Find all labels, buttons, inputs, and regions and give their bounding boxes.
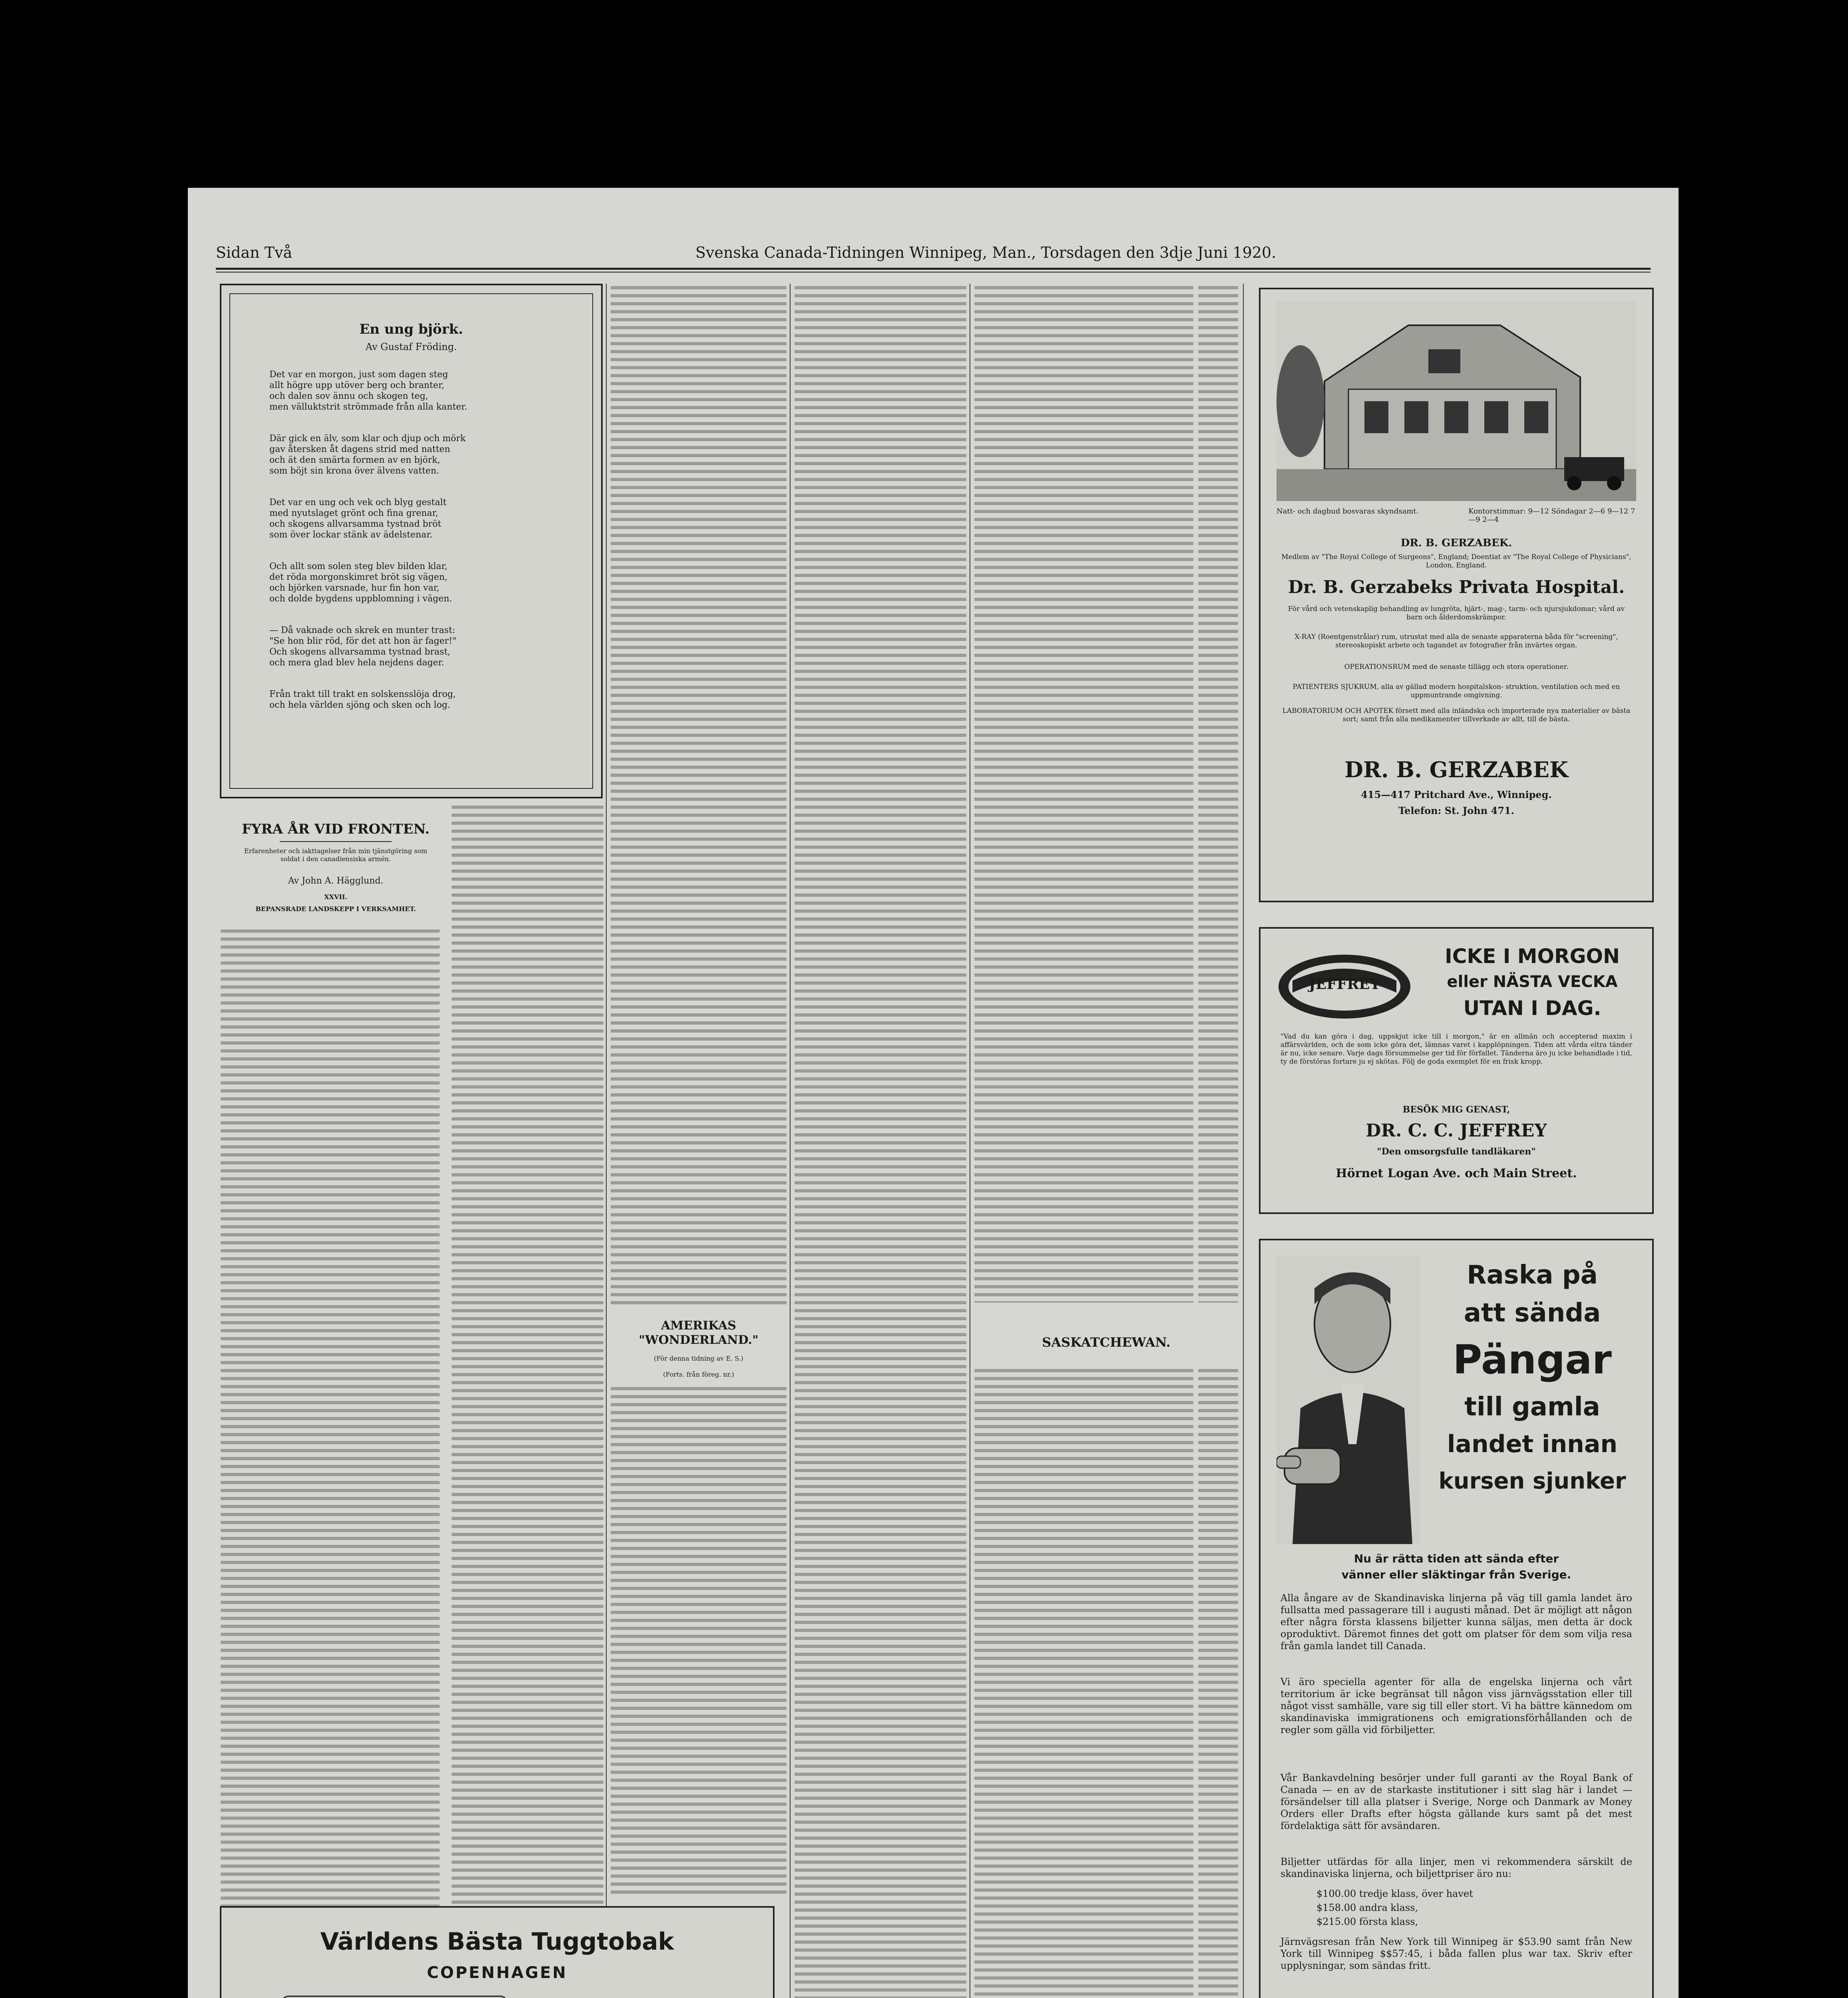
poem-stanza xyxy=(269,433,577,476)
poem-line: Och skogens allvarsamma tystnad brast, xyxy=(269,647,451,657)
hospital-office-hours: Kontorstimmar: 9—12 Söndagar 2—6 9—12 7—9 2—4 xyxy=(1468,507,1635,524)
snuff-ad-brand: COPENHAGEN xyxy=(427,1964,568,1982)
poem-author: Av Gustaf Fröding. xyxy=(365,341,457,352)
hospital-building-illustration xyxy=(1276,301,1636,501)
front-headline: FYRA ÅR VID FRONTEN. xyxy=(241,821,430,837)
poem-line: Det var en ung och vek och blyg gestalt xyxy=(269,498,447,507)
hospital-ad xyxy=(1259,288,1654,902)
dentist-headline-1: ICKE I MORGON xyxy=(1445,945,1620,968)
hospital-title: Dr. B. Gerzabeks Privata Hospital. xyxy=(1288,577,1625,597)
poem-line: och mera glad blev hela nejdens dager. xyxy=(269,658,444,668)
article-column-wonderland-2 xyxy=(974,284,1238,1303)
poem-line: Där gick en älv, som klar och djup och mörk xyxy=(269,434,466,444)
article-column-america-body xyxy=(611,1385,787,1896)
masthead-rule xyxy=(216,268,1651,270)
dentist-motto: "Den omsorgsfulle tandläkaren" xyxy=(1377,1146,1536,1157)
poem-stanza xyxy=(269,689,577,710)
poem-inner-frame xyxy=(229,293,593,789)
steamship-rate-2: $158.00 andra klass, xyxy=(1316,1902,1418,1913)
front-subtitle: Erfarenheter och iakttagelser från min tjänstgöring som soldat i den canadiensiska armén. xyxy=(244,847,427,863)
poem-line: och björken varsnade, hur fin hon var, xyxy=(269,583,440,593)
poem-line: allt högre upp utöver berg och branter, xyxy=(269,380,444,390)
steamship-subhead-1: Nu är rätta tiden att sända efter xyxy=(1354,1552,1559,1565)
article-column-fyra-ar-3 xyxy=(611,284,787,1307)
poem-line: och dalen sov ännu och skogen teg, xyxy=(269,391,428,401)
article-column-saskatchewan xyxy=(974,1367,1238,1998)
dentist-ad xyxy=(1259,927,1654,1214)
snuff-ad xyxy=(220,1906,775,1998)
dentist-body: "Vad du kan göra i dag, uppskjut icke till i morgon," är en allmän och accepterad maxim i affärsvärlden, och de som icke göra det, lämnas varet i kapplöpningen. Tiden att vårda eltra tänder är nu, icke senare. Varje dags försummelse ger tid för förfallet. Tänderna äro ju icke behandlade i tid, ty de förstöras fortare ju ej skötas. Följ de goda exemplet för en frisk kropp. xyxy=(1280,1033,1632,1066)
poem-line: och skogens allvarsamma tystnad bröt xyxy=(269,519,442,529)
steamship-paragraph-3: Vår Bankavdelning besörjer under full garanti av the Royal Bank of Canada — en av de starkaste institutioner i sitt slag här i landet — försändelser till alla platser i Sverige, Norge och Danmark av Money Orders eller Drafts efter högsta gällande kurs samt på det mest fördelaktiga sätt för avsändaren. xyxy=(1280,1772,1632,1831)
dentist-address: Hörnet Logan Ave. och Main Street. xyxy=(1336,1166,1577,1180)
america-headline: AMERIKAS "WONDERLAND." xyxy=(639,1319,759,1347)
poem-line: Och allt som solen steg blev bilden klar, xyxy=(269,561,448,571)
steamship-ad xyxy=(1259,1239,1654,1998)
dentist-headline-2: eller NÄSTA VECKA xyxy=(1447,973,1618,991)
hospital-phone: Telefon: St. John 471. xyxy=(1398,805,1514,816)
poem-line: "Se hon blir röd, för det att hon är fager!" xyxy=(269,636,456,646)
hospital-xray: X-RAY (Roentgenstrålar) rum, utrustat med alla de senaste apparaterna båda för "screening", stereoskopiskt arbete och tagandet av fotografier från invärtes organ. xyxy=(1294,633,1618,649)
steamship-head-4: till gamla xyxy=(1464,1392,1600,1422)
steamship-head-1: Raska på xyxy=(1467,1260,1598,1290)
steamship-head-5: landet innan xyxy=(1447,1430,1618,1458)
steamship-subhead-2: vänner eller släktingar från Sverige. xyxy=(1341,1568,1571,1581)
hospital-laboratory: LABORATORIUM OCH APOTEK försett med alla inländska och importerade nya materialier av bästa sort; samt från alla medikamenter tillverkade av allt, till de bästa. xyxy=(1282,707,1631,723)
america-credit: (För denna tidning av E. S.) xyxy=(654,1355,743,1362)
poem-line: men välluktstrit strömmade från alla kanter. xyxy=(269,402,468,412)
pointing-man-illustration xyxy=(1276,1256,1420,1544)
dentist-visit: BESÖK MIG GENAST, xyxy=(1402,1104,1510,1115)
jeffrey-logo-text: JEFFREY xyxy=(1308,976,1380,993)
hospital-night-service: Natt- och dagbud bosvaras skyndsamt. xyxy=(1276,507,1419,515)
poem-line: och hela världen sjöng och sken och log. xyxy=(269,700,450,710)
illegible-text-block xyxy=(795,284,966,1998)
poem-stanza xyxy=(269,369,577,412)
steamship-head-6: kursen sjunker xyxy=(1438,1468,1626,1494)
poem-line: som över lockar stänk av ädelstenar. xyxy=(269,530,433,540)
steamship-paragraph-1: Alla ångare av de Skandinaviska linjerna på väg till gamla landet äro fullsatta med passagerare till i augusti månad. Det är möjligt att någon efter några första klassens biljetter kunna säljas, men detta är dock oproduktivt. Däremot finnes det gott om platser för dem som vilja resa från gamla landet till Canada. xyxy=(1280,1592,1632,1652)
article-column-fyra-ar-1 xyxy=(221,927,444,1986)
illegible-text-block xyxy=(974,284,1238,1303)
steamship-head-2: att sända xyxy=(1464,1298,1601,1328)
poem-line: det röda morgonskimret bröt sig vägen, xyxy=(269,572,448,582)
steamship-rates-intro: Biljetter utfärdas för alla linjer, men vi rekommendera särskilt de skandinaviska linjerna, och biljettpriser äro nu: xyxy=(1280,1856,1632,1879)
front-part: XXVII. xyxy=(324,893,347,901)
poem-line: gav återsken åt dagens strid med natten xyxy=(269,444,450,454)
hospital-credentials: Medlem av "The Royal College of Surgeons", England; Doentiat av "The Royal College of Physicians", London, England. xyxy=(1281,553,1631,569)
dentist-name: DR. C. C. JEFFREY xyxy=(1366,1120,1547,1141)
illegible-text-block xyxy=(452,803,603,1998)
front-section: BEPANSRADE LANDSKEPP I VERKSAMHET. xyxy=(255,905,416,913)
page-label: Sidan Två xyxy=(216,244,293,261)
poem-stanza xyxy=(269,625,577,668)
saskatchewan-headline: SASKATCHEWAN. xyxy=(1042,1335,1171,1350)
illegible-text-block xyxy=(974,1367,1238,1998)
column-divider xyxy=(606,284,607,1998)
poem-line: och ät den smärta formen av en björk, xyxy=(269,455,440,465)
poem-line: och dolde bygdens uppblomning i vägen. xyxy=(269,594,452,604)
hospital-doctor-name-small: DR. B. GERZABEK. xyxy=(1400,537,1512,549)
hospital-doctor-name: DR. B. GERZABEK xyxy=(1344,757,1568,782)
poem-box xyxy=(220,284,603,798)
masthead-rule-thin xyxy=(216,272,1651,273)
article-column-fyra-ar-2 xyxy=(452,803,603,1998)
steamship-rate-note: Järnvägsresan från New York till Winnipeg är $53.90 samt från New York till Winnipeg $$57:45, i båda fallen plus war tax. Skriv efter upplysningar, som sändas fritt. xyxy=(1280,1936,1632,1971)
dentist-headline-3: UTAN I DAG. xyxy=(1463,997,1601,1020)
newspaper-page xyxy=(188,188,1679,1998)
steamship-rate-1: $100.00 tredje klass, över havet xyxy=(1316,1888,1473,1899)
poem-line: Det var en morgon, just som dagen steg xyxy=(269,370,448,380)
america-continued: (Forts. från föreg. nr.) xyxy=(663,1371,734,1378)
illegible-text-block xyxy=(611,1385,787,1896)
steamship-head-3: Pängar xyxy=(1453,1336,1612,1383)
hospital-services: För vård och vetenskaplig behandling av lungröta, hjärt-, mag-, tarm- och njursjukdomar; vård av barn och ålderdomskrämpor. xyxy=(1288,605,1625,621)
hospital-address: 415—417 Pritchard Ave., Winnipeg. xyxy=(1361,789,1552,800)
column-divider xyxy=(790,284,791,1998)
snuff-tin-illustration xyxy=(281,1996,508,1998)
poem-title: En ung björk. xyxy=(359,321,463,337)
illegible-text-block xyxy=(221,927,444,1986)
snuff-ad-title: Världens Bästa Tuggtobak xyxy=(320,1928,674,1956)
column-divider xyxy=(1243,284,1244,1998)
illegible-text-block xyxy=(611,284,787,1307)
masthead xyxy=(188,244,1679,276)
poem-stanza xyxy=(269,497,577,540)
hospital-operating-room: OPERATIONSRUM med de senaste tillägg och stora operationer. xyxy=(1344,663,1569,671)
hospital-patient-rooms: PATIENTERS SJUKRUM, alla av gällad modern hospitalskon- struktion, ventilation och med en uppmuntrande omgivning. xyxy=(1292,683,1620,699)
steamship-rate-3: $215.00 första klass, xyxy=(1316,1916,1418,1927)
poem-line: — Då vaknade och skrek en munter trast: xyxy=(269,625,455,635)
poem-line: som böjt sin krona över älvens vatten. xyxy=(269,466,439,476)
poem-line: Från trakt till trakt en solskensslöja drog, xyxy=(269,689,456,699)
steamship-paragraph-2: Vi äro speciella agenter för alla de engelska linjerna och vårt territorium är icke begränsat till någon viss järnvägsstation eller till något visst samhälle, vare sig till eller stort. Vi ha bättre kännedom om skandinaviska immigrationens och emigrationsförhållanden och de regler som gälla vid förbiljetter. xyxy=(1280,1676,1632,1735)
poem-line: med nyutslaget grönt och fina grenar, xyxy=(269,508,438,518)
masthead-title: Svenska Canada-Tidningen Winnipeg, Man., Torsdagen den 3dje Juni 1920. xyxy=(695,244,1276,261)
headline-rule xyxy=(280,841,392,842)
article-column-wonderland-1 xyxy=(795,284,966,1998)
poem-stanza xyxy=(269,561,577,604)
front-author: Av John A. Hägglund. xyxy=(288,876,384,886)
